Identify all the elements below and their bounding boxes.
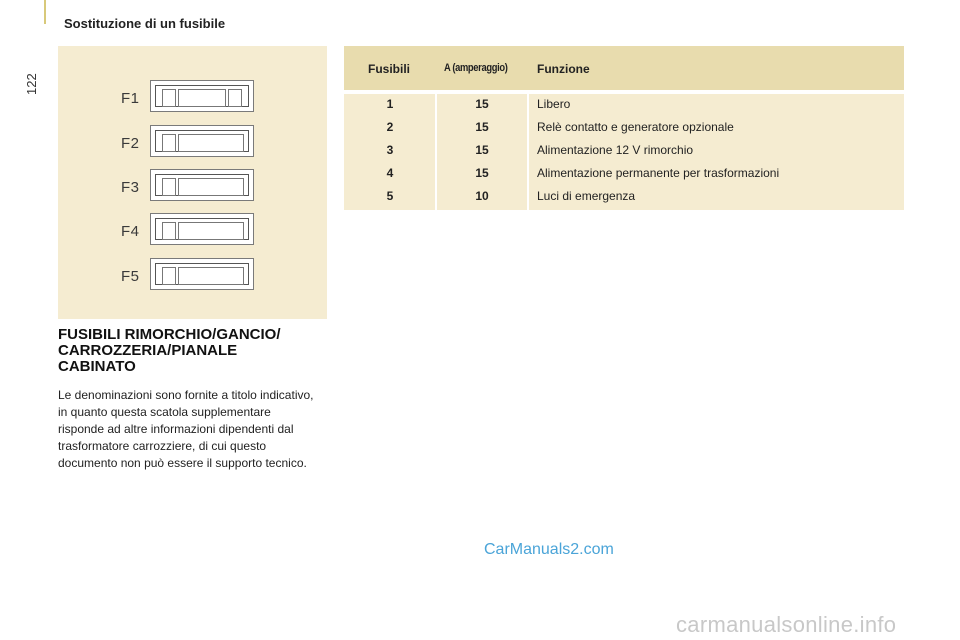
fuse-label: F4 (121, 223, 140, 240)
fuse-slot-f3 (58, 169, 327, 209)
table-row (344, 117, 904, 140)
fuse-slot-f5 (58, 258, 327, 298)
fuse-label: F5 (121, 268, 140, 285)
column-header-function: Funzione (537, 62, 590, 76)
fuse-amperage: 15 (475, 97, 489, 111)
fuse-label: F3 (121, 179, 140, 196)
footer-watermark: carmanualsonline.info (676, 612, 897, 637)
fuse-icon (150, 169, 254, 201)
table-body (344, 94, 904, 210)
page-title: Sostituzione di un fusibile (64, 16, 226, 31)
fuse-function: Alimentazione permanente per trasformazioni (537, 166, 780, 180)
section-body: Le denominazioni sono fornite a titolo indicativo, in quanto questa scatola supplementare risponde ad altre informazioni dipendenti dal trasformatore carrozziere, di cui questo documento non può essere il supporto tecnico. (58, 388, 314, 470)
page-number: 122 (24, 73, 39, 95)
fuse-number: 1 (386, 97, 394, 111)
fuse-amperage: 15 (475, 166, 489, 180)
fuse-label: F1 (121, 90, 140, 107)
fuse-slot-f4 (58, 213, 327, 253)
column-header-fuse: Fusibili (368, 62, 410, 76)
section-title: FUSIBILI RIMORCHIO/GANCIO/ CARROZZERIA/PIANALE CABINATO (58, 326, 281, 375)
side-rule (44, 0, 46, 24)
fuse-number: 5 (386, 189, 394, 203)
fuse-label: F2 (121, 135, 140, 152)
fuse-number: 2 (386, 120, 394, 134)
fuse-function: Libero (537, 97, 571, 111)
fuse-icon (150, 80, 254, 112)
fuse-slot-f2 (58, 125, 327, 165)
table-row (344, 94, 904, 117)
fuse-box-diagram (58, 46, 327, 319)
table-header (344, 46, 904, 90)
fuse-amperage: 15 (475, 143, 489, 157)
fuse-icon (150, 213, 254, 245)
column-header-amperage: A (amperaggio) (444, 62, 508, 74)
table-row (344, 186, 904, 209)
fuse-amperage: 10 (475, 189, 489, 203)
table-row (344, 163, 904, 186)
fuse-table (344, 46, 904, 210)
table-row (344, 140, 904, 163)
fuse-amperage: 15 (475, 120, 489, 134)
fuse-number: 3 (386, 143, 394, 157)
fuse-slot-f1 (58, 80, 327, 120)
fuse-icon (150, 258, 254, 290)
fuse-number: 4 (386, 166, 394, 180)
fuse-icon (150, 125, 254, 157)
fuse-function: Relè contatto e generatore opzionale (537, 120, 734, 134)
fuse-function: Luci di emergenza (537, 189, 636, 203)
carmanuals-link[interactable]: CarManuals2.com (484, 541, 614, 558)
fuse-function: Alimentazione 12 V rimorchio (537, 143, 694, 157)
